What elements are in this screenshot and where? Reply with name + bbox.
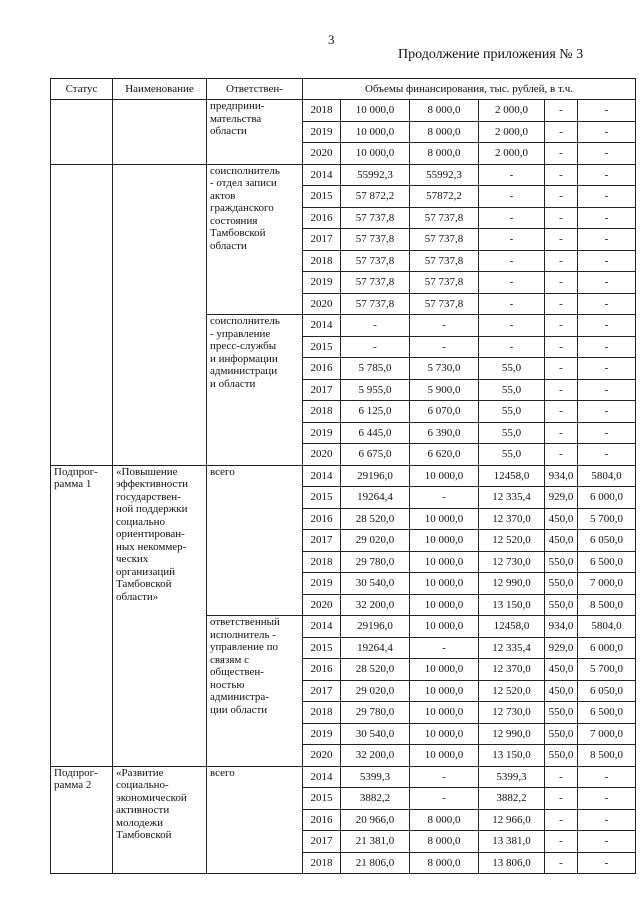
federal-cell: 10 000,0	[410, 465, 479, 487]
regional-cell: -	[479, 164, 545, 186]
local-cell: -	[545, 143, 578, 165]
table-row	[51, 465, 636, 487]
regional-cell: 12 370,0	[479, 659, 545, 681]
federal-cell: 10 000,0	[410, 680, 479, 702]
local-cell: -	[545, 164, 578, 186]
local-cell: -	[545, 444, 578, 466]
year-cell: 2017	[303, 831, 341, 853]
regional-cell: 12458,0	[479, 465, 545, 487]
responsible-cell: ответственный исполнитель - управление по связям с обществен- ностью администра- ции области	[207, 616, 303, 767]
total-cell: 21 381,0	[341, 831, 410, 853]
responsible-cell: соисполнитель - управление пресс-службы и информации администраци и области	[207, 315, 303, 466]
total-cell: 57 737,8	[341, 293, 410, 315]
federal-cell: 10 000,0	[410, 573, 479, 595]
total-cell: 32 200,0	[341, 745, 410, 767]
total-cell: 57 872,2	[341, 186, 410, 208]
header-name: Наименование	[113, 79, 207, 100]
federal-cell: 10 000,0	[410, 702, 479, 724]
regional-cell: 55,0	[479, 379, 545, 401]
regional-cell: 12 520,0	[479, 530, 545, 552]
regional-cell: 55,0	[479, 422, 545, 444]
continuation-title: Продолжение приложения № 3	[398, 47, 584, 62]
other-cell: -	[578, 788, 636, 810]
total-cell: 5 955,0	[341, 379, 410, 401]
year-cell: 2016	[303, 809, 341, 831]
year-cell: 2014	[303, 164, 341, 186]
year-cell: 2020	[303, 594, 341, 616]
total-cell: 29196,0	[341, 616, 410, 638]
regional-cell: 13 806,0	[479, 852, 545, 874]
year-cell: 2015	[303, 487, 341, 509]
header-row	[51, 79, 636, 100]
local-cell: -	[545, 272, 578, 294]
regional-cell: -	[479, 229, 545, 251]
regional-cell: 2 000,0	[479, 100, 545, 122]
total-cell: 10 000,0	[341, 121, 410, 143]
local-cell: -	[545, 315, 578, 337]
name-cell: «Повышение эффективности государствен- ной поддержки социально ориентирован- ных некоммер- ческих организаций Тамбовской области»	[113, 465, 207, 766]
regional-cell: 55,0	[479, 401, 545, 423]
other-cell: -	[578, 315, 636, 337]
federal-cell: 10 000,0	[410, 723, 479, 745]
federal-cell: 55992,3	[410, 164, 479, 186]
local-cell: -	[545, 100, 578, 122]
other-cell: -	[578, 143, 636, 165]
regional-cell: 12 990,0	[479, 573, 545, 595]
responsible-cell: соисполнитель - отдел записи актов гражданского состояния Тамбовской области	[207, 164, 303, 315]
local-cell: -	[545, 121, 578, 143]
other-cell: -	[578, 250, 636, 272]
year-cell: 2019	[303, 272, 341, 294]
total-cell: -	[341, 315, 410, 337]
year-cell: 2015	[303, 788, 341, 810]
federal-cell: 8 000,0	[410, 121, 479, 143]
year-cell: 2018	[303, 551, 341, 573]
year-cell: 2019	[303, 723, 341, 745]
local-cell: -	[545, 831, 578, 853]
federal-cell: 6 070,0	[410, 401, 479, 423]
federal-cell: 5 900,0	[410, 379, 479, 401]
regional-cell: 13 150,0	[479, 745, 545, 767]
regional-cell: 12 335,4	[479, 637, 545, 659]
total-cell: 57 737,8	[341, 207, 410, 229]
total-cell: 57 737,8	[341, 250, 410, 272]
total-cell: 29 780,0	[341, 702, 410, 724]
local-cell: -	[545, 809, 578, 831]
total-cell: 29196,0	[341, 465, 410, 487]
regional-cell: -	[479, 293, 545, 315]
year-cell: 2015	[303, 186, 341, 208]
local-cell: 450,0	[545, 680, 578, 702]
total-cell: 29 780,0	[341, 551, 410, 573]
other-cell: 6 000,0	[578, 487, 636, 509]
regional-cell: 12 730,0	[479, 702, 545, 724]
total-cell: 21 806,0	[341, 852, 410, 874]
other-cell: -	[578, 336, 636, 358]
other-cell: -	[578, 444, 636, 466]
year-cell: 2018	[303, 100, 341, 122]
local-cell: 934,0	[545, 465, 578, 487]
financing-table	[50, 78, 636, 874]
federal-cell: 57 737,8	[410, 207, 479, 229]
federal-cell: 8 000,0	[410, 831, 479, 853]
regional-cell: 12 730,0	[479, 551, 545, 573]
local-cell: -	[545, 186, 578, 208]
total-cell: 6 125,0	[341, 401, 410, 423]
federal-cell: 10 000,0	[410, 551, 479, 573]
local-cell: -	[545, 401, 578, 423]
local-cell: -	[545, 766, 578, 788]
other-cell: 6 050,0	[578, 680, 636, 702]
total-cell: 28 520,0	[341, 659, 410, 681]
local-cell: -	[545, 336, 578, 358]
regional-cell: 3882,2	[479, 788, 545, 810]
year-cell: 2019	[303, 121, 341, 143]
other-cell: 8 500,0	[578, 594, 636, 616]
other-cell: -	[578, 422, 636, 444]
year-cell: 2020	[303, 745, 341, 767]
other-cell: -	[578, 831, 636, 853]
local-cell: 450,0	[545, 508, 578, 530]
regional-cell: 2 000,0	[479, 143, 545, 165]
year-cell: 2015	[303, 637, 341, 659]
total-cell: 30 540,0	[341, 573, 410, 595]
other-cell: 5804,0	[578, 616, 636, 638]
local-cell: 450,0	[545, 530, 578, 552]
total-cell: 57 737,8	[341, 272, 410, 294]
local-cell: -	[545, 358, 578, 380]
local-cell: 550,0	[545, 745, 578, 767]
federal-cell: 10 000,0	[410, 508, 479, 530]
year-cell: 2020	[303, 444, 341, 466]
regional-cell: -	[479, 315, 545, 337]
table-row	[51, 766, 636, 788]
table-row	[51, 100, 636, 122]
status-cell: Подпрог- рамма 2	[51, 766, 113, 874]
other-cell: 7 000,0	[578, 723, 636, 745]
name-cell: «Развитие социально- экономической активности молодежи Тамбовской	[113, 766, 207, 874]
federal-cell: -	[410, 487, 479, 509]
name-cell	[113, 164, 207, 465]
other-cell: 6 500,0	[578, 702, 636, 724]
year-cell: 2016	[303, 358, 341, 380]
other-cell: 5 700,0	[578, 508, 636, 530]
local-cell: 550,0	[545, 573, 578, 595]
regional-cell: 13 381,0	[479, 831, 545, 853]
local-cell: 550,0	[545, 551, 578, 573]
year-cell: 2018	[303, 702, 341, 724]
local-cell: 550,0	[545, 723, 578, 745]
total-cell: 10 000,0	[341, 143, 410, 165]
federal-cell: 6 620,0	[410, 444, 479, 466]
other-cell: -	[578, 358, 636, 380]
year-cell: 2014	[303, 315, 341, 337]
regional-cell: 12 335,4	[479, 487, 545, 509]
federal-cell: 10 000,0	[410, 616, 479, 638]
regional-cell: 12 520,0	[479, 680, 545, 702]
regional-cell: 5399,3	[479, 766, 545, 788]
other-cell: -	[578, 852, 636, 874]
year-cell: 2014	[303, 616, 341, 638]
federal-cell: 57 737,8	[410, 250, 479, 272]
year-cell: 2015	[303, 336, 341, 358]
year-cell: 2019	[303, 422, 341, 444]
local-cell: 929,0	[545, 637, 578, 659]
regional-cell: 13 150,0	[479, 594, 545, 616]
local-cell: -	[545, 229, 578, 251]
year-cell: 2020	[303, 143, 341, 165]
header-responsible: Ответствен-	[207, 79, 303, 100]
total-cell: 29 020,0	[341, 530, 410, 552]
federal-cell: 10 000,0	[410, 594, 479, 616]
year-cell: 2017	[303, 680, 341, 702]
other-cell: -	[578, 766, 636, 788]
other-cell: 6 500,0	[578, 551, 636, 573]
federal-cell: 57 737,8	[410, 293, 479, 315]
total-cell: -	[341, 336, 410, 358]
local-cell: -	[545, 788, 578, 810]
total-cell: 20 966,0	[341, 809, 410, 831]
other-cell: 7 000,0	[578, 573, 636, 595]
federal-cell: 8 000,0	[410, 143, 479, 165]
local-cell: -	[545, 207, 578, 229]
other-cell: -	[578, 401, 636, 423]
federal-cell: -	[410, 637, 479, 659]
table-body	[51, 100, 636, 874]
status-cell: Подпрог- рамма 1	[51, 465, 113, 766]
year-cell: 2020	[303, 293, 341, 315]
other-cell: -	[578, 207, 636, 229]
page-number: 3	[328, 32, 335, 47]
other-cell: 6 000,0	[578, 637, 636, 659]
total-cell: 30 540,0	[341, 723, 410, 745]
total-cell: 29 020,0	[341, 680, 410, 702]
year-cell: 2019	[303, 573, 341, 595]
year-cell: 2017	[303, 229, 341, 251]
federal-cell: 10 000,0	[410, 530, 479, 552]
federal-cell: 6 390,0	[410, 422, 479, 444]
other-cell: -	[578, 164, 636, 186]
total-cell: 28 520,0	[341, 508, 410, 530]
name-cell	[113, 100, 207, 165]
federal-cell: 10 000,0	[410, 745, 479, 767]
year-cell: 2017	[303, 530, 341, 552]
year-cell: 2014	[303, 465, 341, 487]
other-cell: 5 700,0	[578, 659, 636, 681]
year-cell: 2018	[303, 852, 341, 874]
regional-cell: 55,0	[479, 444, 545, 466]
other-cell: -	[578, 293, 636, 315]
local-cell: -	[545, 422, 578, 444]
year-cell: 2018	[303, 250, 341, 272]
federal-cell: 8 000,0	[410, 852, 479, 874]
federal-cell: -	[410, 315, 479, 337]
responsible-cell: всего	[207, 766, 303, 874]
regional-cell: -	[479, 250, 545, 272]
local-cell: 929,0	[545, 487, 578, 509]
year-cell: 2016	[303, 508, 341, 530]
total-cell: 57 737,8	[341, 229, 410, 251]
total-cell: 6 675,0	[341, 444, 410, 466]
table-row	[51, 164, 636, 186]
total-cell: 19264,4	[341, 637, 410, 659]
total-cell: 10 000,0	[341, 100, 410, 122]
local-cell: 450,0	[545, 659, 578, 681]
federal-cell: 8 000,0	[410, 809, 479, 831]
regional-cell: 12458,0	[479, 616, 545, 638]
year-cell: 2016	[303, 659, 341, 681]
other-cell: -	[578, 379, 636, 401]
year-cell: 2016	[303, 207, 341, 229]
local-cell: 550,0	[545, 702, 578, 724]
federal-cell: 57 737,8	[410, 229, 479, 251]
local-cell: -	[545, 250, 578, 272]
local-cell: 550,0	[545, 594, 578, 616]
regional-cell: 2 000,0	[479, 121, 545, 143]
local-cell: -	[545, 379, 578, 401]
regional-cell: -	[479, 336, 545, 358]
other-cell: 5804,0	[578, 465, 636, 487]
year-cell: 2018	[303, 401, 341, 423]
other-cell: 8 500,0	[578, 745, 636, 767]
other-cell: -	[578, 186, 636, 208]
regional-cell: 55,0	[479, 358, 545, 380]
federal-cell: -	[410, 788, 479, 810]
other-cell: -	[578, 229, 636, 251]
other-cell: 6 050,0	[578, 530, 636, 552]
other-cell: -	[578, 809, 636, 831]
responsible-cell: предприни- мательства области	[207, 100, 303, 165]
year-cell: 2014	[303, 766, 341, 788]
local-cell: -	[545, 852, 578, 874]
regional-cell: -	[479, 207, 545, 229]
regional-cell: -	[479, 186, 545, 208]
total-cell: 19264,4	[341, 487, 410, 509]
regional-cell: 12 990,0	[479, 723, 545, 745]
year-cell: 2017	[303, 379, 341, 401]
status-cell	[51, 164, 113, 465]
federal-cell: 57 737,8	[410, 272, 479, 294]
status-cell	[51, 100, 113, 165]
regional-cell: 12 966,0	[479, 809, 545, 831]
header-status: Статус	[51, 79, 113, 100]
regional-cell: 12 370,0	[479, 508, 545, 530]
federal-cell: -	[410, 336, 479, 358]
responsible-cell: всего	[207, 465, 303, 616]
regional-cell: -	[479, 272, 545, 294]
other-cell: -	[578, 100, 636, 122]
total-cell: 32 200,0	[341, 594, 410, 616]
federal-cell: 10 000,0	[410, 659, 479, 681]
total-cell: 55992,3	[341, 164, 410, 186]
total-cell: 6 445,0	[341, 422, 410, 444]
federal-cell: 8 000,0	[410, 100, 479, 122]
total-cell: 3882,2	[341, 788, 410, 810]
local-cell: -	[545, 293, 578, 315]
other-cell: -	[578, 272, 636, 294]
federal-cell: 5 730,0	[410, 358, 479, 380]
total-cell: 5399,3	[341, 766, 410, 788]
local-cell: 934,0	[545, 616, 578, 638]
federal-cell: -	[410, 766, 479, 788]
header-financing: Объемы финансирования, тыс. рублей, в т.ч.	[303, 79, 636, 100]
federal-cell: 57872,2	[410, 186, 479, 208]
other-cell: -	[578, 121, 636, 143]
total-cell: 5 785,0	[341, 358, 410, 380]
